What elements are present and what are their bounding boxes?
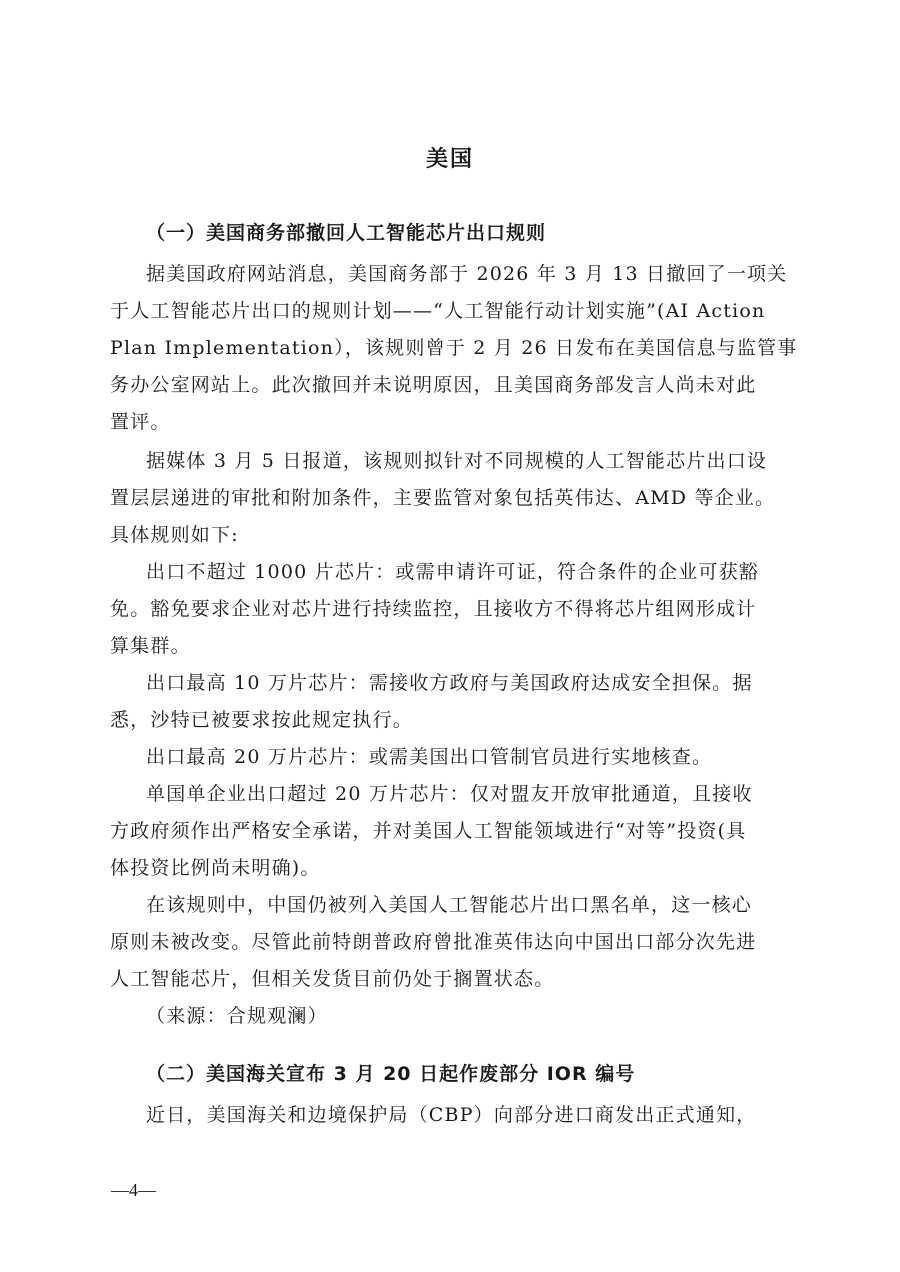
- section-1-line-9: 出口不超过 1000 片芯片：或需申请许可证，符合条件的企业可获豁: [146, 561, 760, 583]
- section-1-line-13: 悉，沙特已被要求按此规定执行。: [110, 709, 414, 731]
- section-1-line-16: 方政府须作出严格安全承诺，并对美国人工智能领域进行“对等”投资(具: [110, 820, 747, 842]
- section-1-line-10: 免。豁免要求企业对芯片进行持续监控，且接收方不得将芯片组网形成计: [110, 598, 757, 620]
- section-1-line-3: Plan Implementation），该规则曾于 2 月 26 日发布在美国信息与监管事: [110, 337, 798, 359]
- section-2-line-1: 近日，美国海关和边境保护局（CBP）向部分进口商发出正式通知，: [146, 1104, 757, 1126]
- page-title: 美国: [425, 147, 474, 172]
- section-2-heading: （二）美国海关宣布 3 月 20 日起作废部分 IOR 编号: [146, 1063, 636, 1085]
- section-1-line-17: 体投资比例尚未明确)。: [110, 857, 321, 879]
- section-1-line-18: 在该规则中，中国仍被列入美国人工智能芯片出口黑名单，这一核心: [146, 894, 753, 916]
- section-1-line-8: 具体规则如下:: [110, 524, 239, 546]
- section-1-line-14: 出口最高 20 万片芯片：或需美国出口管制官员进行实地核查。: [146, 746, 713, 768]
- page-number: —4—: [111, 1180, 156, 1200]
- section-1-line-6: 据媒体 3 月 5 日报道，该规则拟针对不同规模的人工智能芯片出口设: [146, 450, 768, 472]
- section-1-line-2: 于人工智能芯片出口的规则计划——“人工智能行动计划实施”(AI Action: [110, 300, 766, 322]
- section-1-line-5: 置评。: [110, 411, 171, 433]
- section-1-line-11: 算集群。: [110, 635, 191, 657]
- section-1-line-7: 置层层递进的审批和附加条件，主要监管对象包括英伟达、AMD 等企业。: [110, 487, 776, 509]
- section-1-source: （来源：合规观澜）: [146, 1005, 328, 1027]
- section-1-line-15: 单国单企业出口超过 20 万片芯片：仅对盟友开放审批通道，且接收: [146, 783, 753, 805]
- section-1-line-12: 出口最高 10 万片芯片：需接收方政府与美国政府达成安全担保。据: [146, 672, 753, 694]
- section-1-line-4: 务办公室网站上。此次撤回并未说明原因，且美国商务部发言人尚未对此: [110, 374, 757, 396]
- section-1-heading: （一）美国商务部撤回人工智能芯片出口规则: [146, 222, 547, 244]
- section-1-line-19: 原则未被改变。尽管此前特朗普政府曾批准英伟达向中国出口部分次先进: [110, 931, 757, 953]
- section-1-line-20: 人工智能芯片，但相关发货目前仍处于搁置状态。: [110, 968, 555, 990]
- section-1-line-1: 据美国政府网站消息，美国商务部于 2026 年 3 月 13 日撤回了一项关: [146, 263, 788, 285]
